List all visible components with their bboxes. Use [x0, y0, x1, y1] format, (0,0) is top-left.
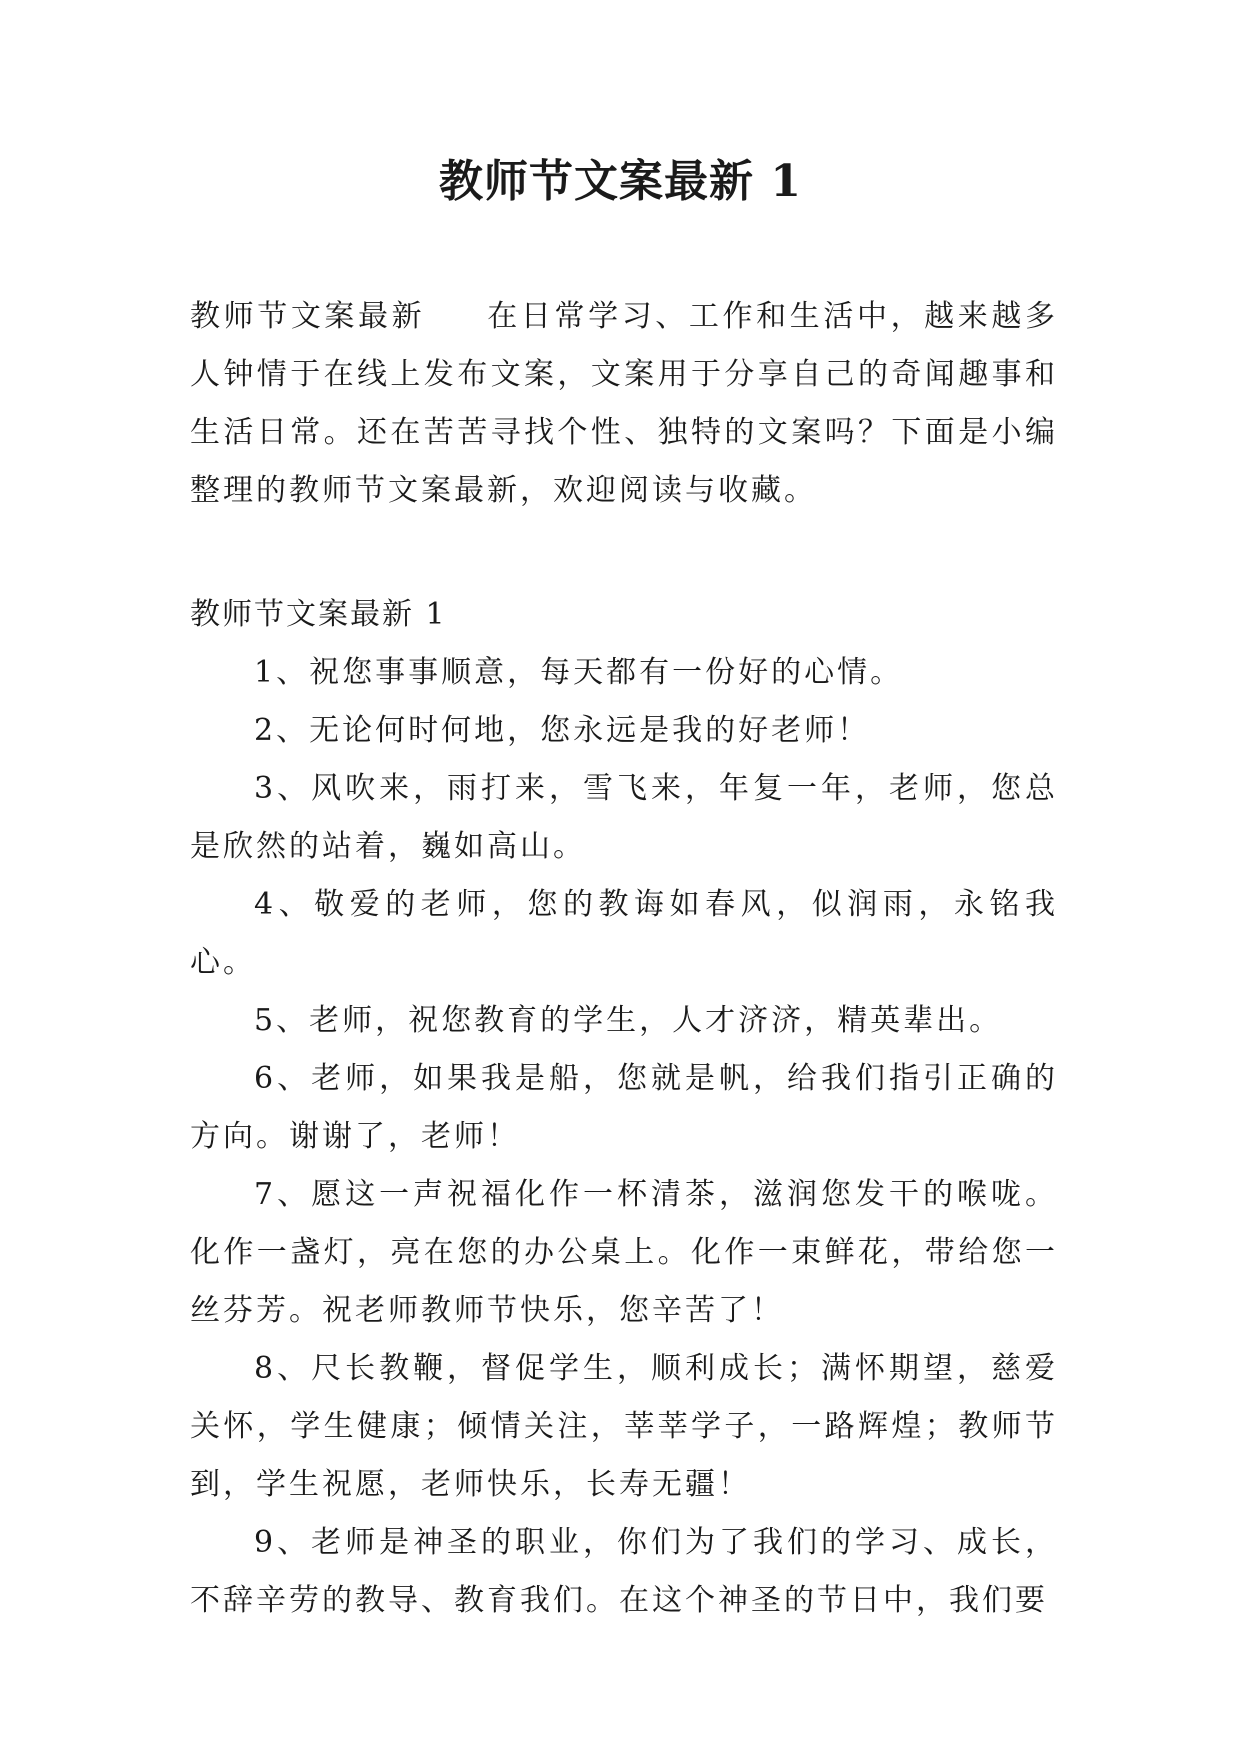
list-item: 3、风吹来，雨打来，雪飞来，年复一年，老师，您总是欣然的站着，巍如高山。: [190, 771, 1058, 864]
list-item: 1、祝您事事顺意，每天都有一份好的心情。: [254, 655, 904, 690]
intro-lead: 教师节文案最新: [190, 299, 426, 334]
greeting-list: [190, 644, 1058, 1630]
document-title: 教师节文案最新 1: [439, 156, 802, 207]
document-body: [190, 288, 1058, 1630]
section-heading: 教师节文案最新 1: [190, 597, 447, 632]
intro-text: 在日常学习、工作和生活中，越来越多人钟情于在线上发布文案，文案用于分享自己的奇闻趣事和生活日常。还在苦苦寻找个性、独特的文案吗？下面是小编整理的教师节文案最新，欢迎阅读与收藏。: [190, 299, 1059, 508]
list-item: 7、愿这一声祝福化作一杯清茶，滋润您发干的喉咙。化作一盏灯，亮在您的办公桌上。化作一束鲜花，带给您一丝芬芳。祝老师教师节快乐，您辛苦了！: [190, 1177, 1058, 1328]
list-item: 6、老师，如果我是船，您就是帆，给我们指引正确的方向。谢谢了，老师！: [190, 1061, 1058, 1154]
list-item: 2、无论何时何地，您永远是我的好老师！: [254, 713, 871, 748]
list-item: 4、敬爱的老师，您的教诲如春风，似润雨，永铭我心。: [190, 887, 1058, 980]
list-item: 5、老师，祝您教育的学生，人才济济，精英辈出。: [254, 1003, 1003, 1038]
list-item: 9、老师是神圣的职业，你们为了我们的学习、成长，不辞辛劳的教导、教育我们。在这个神圣的节日中，我们要: [190, 1525, 1058, 1618]
list-item: 8、尺长教鞭，督促学生，顺利成长；满怀期望，慈爱关怀，学生健康；倾情关注，莘莘学子，一路辉煌；教师节到，学生祝愿，老师快乐，长寿无疆！: [190, 1351, 1058, 1502]
intro-paragraph: [190, 288, 1058, 520]
